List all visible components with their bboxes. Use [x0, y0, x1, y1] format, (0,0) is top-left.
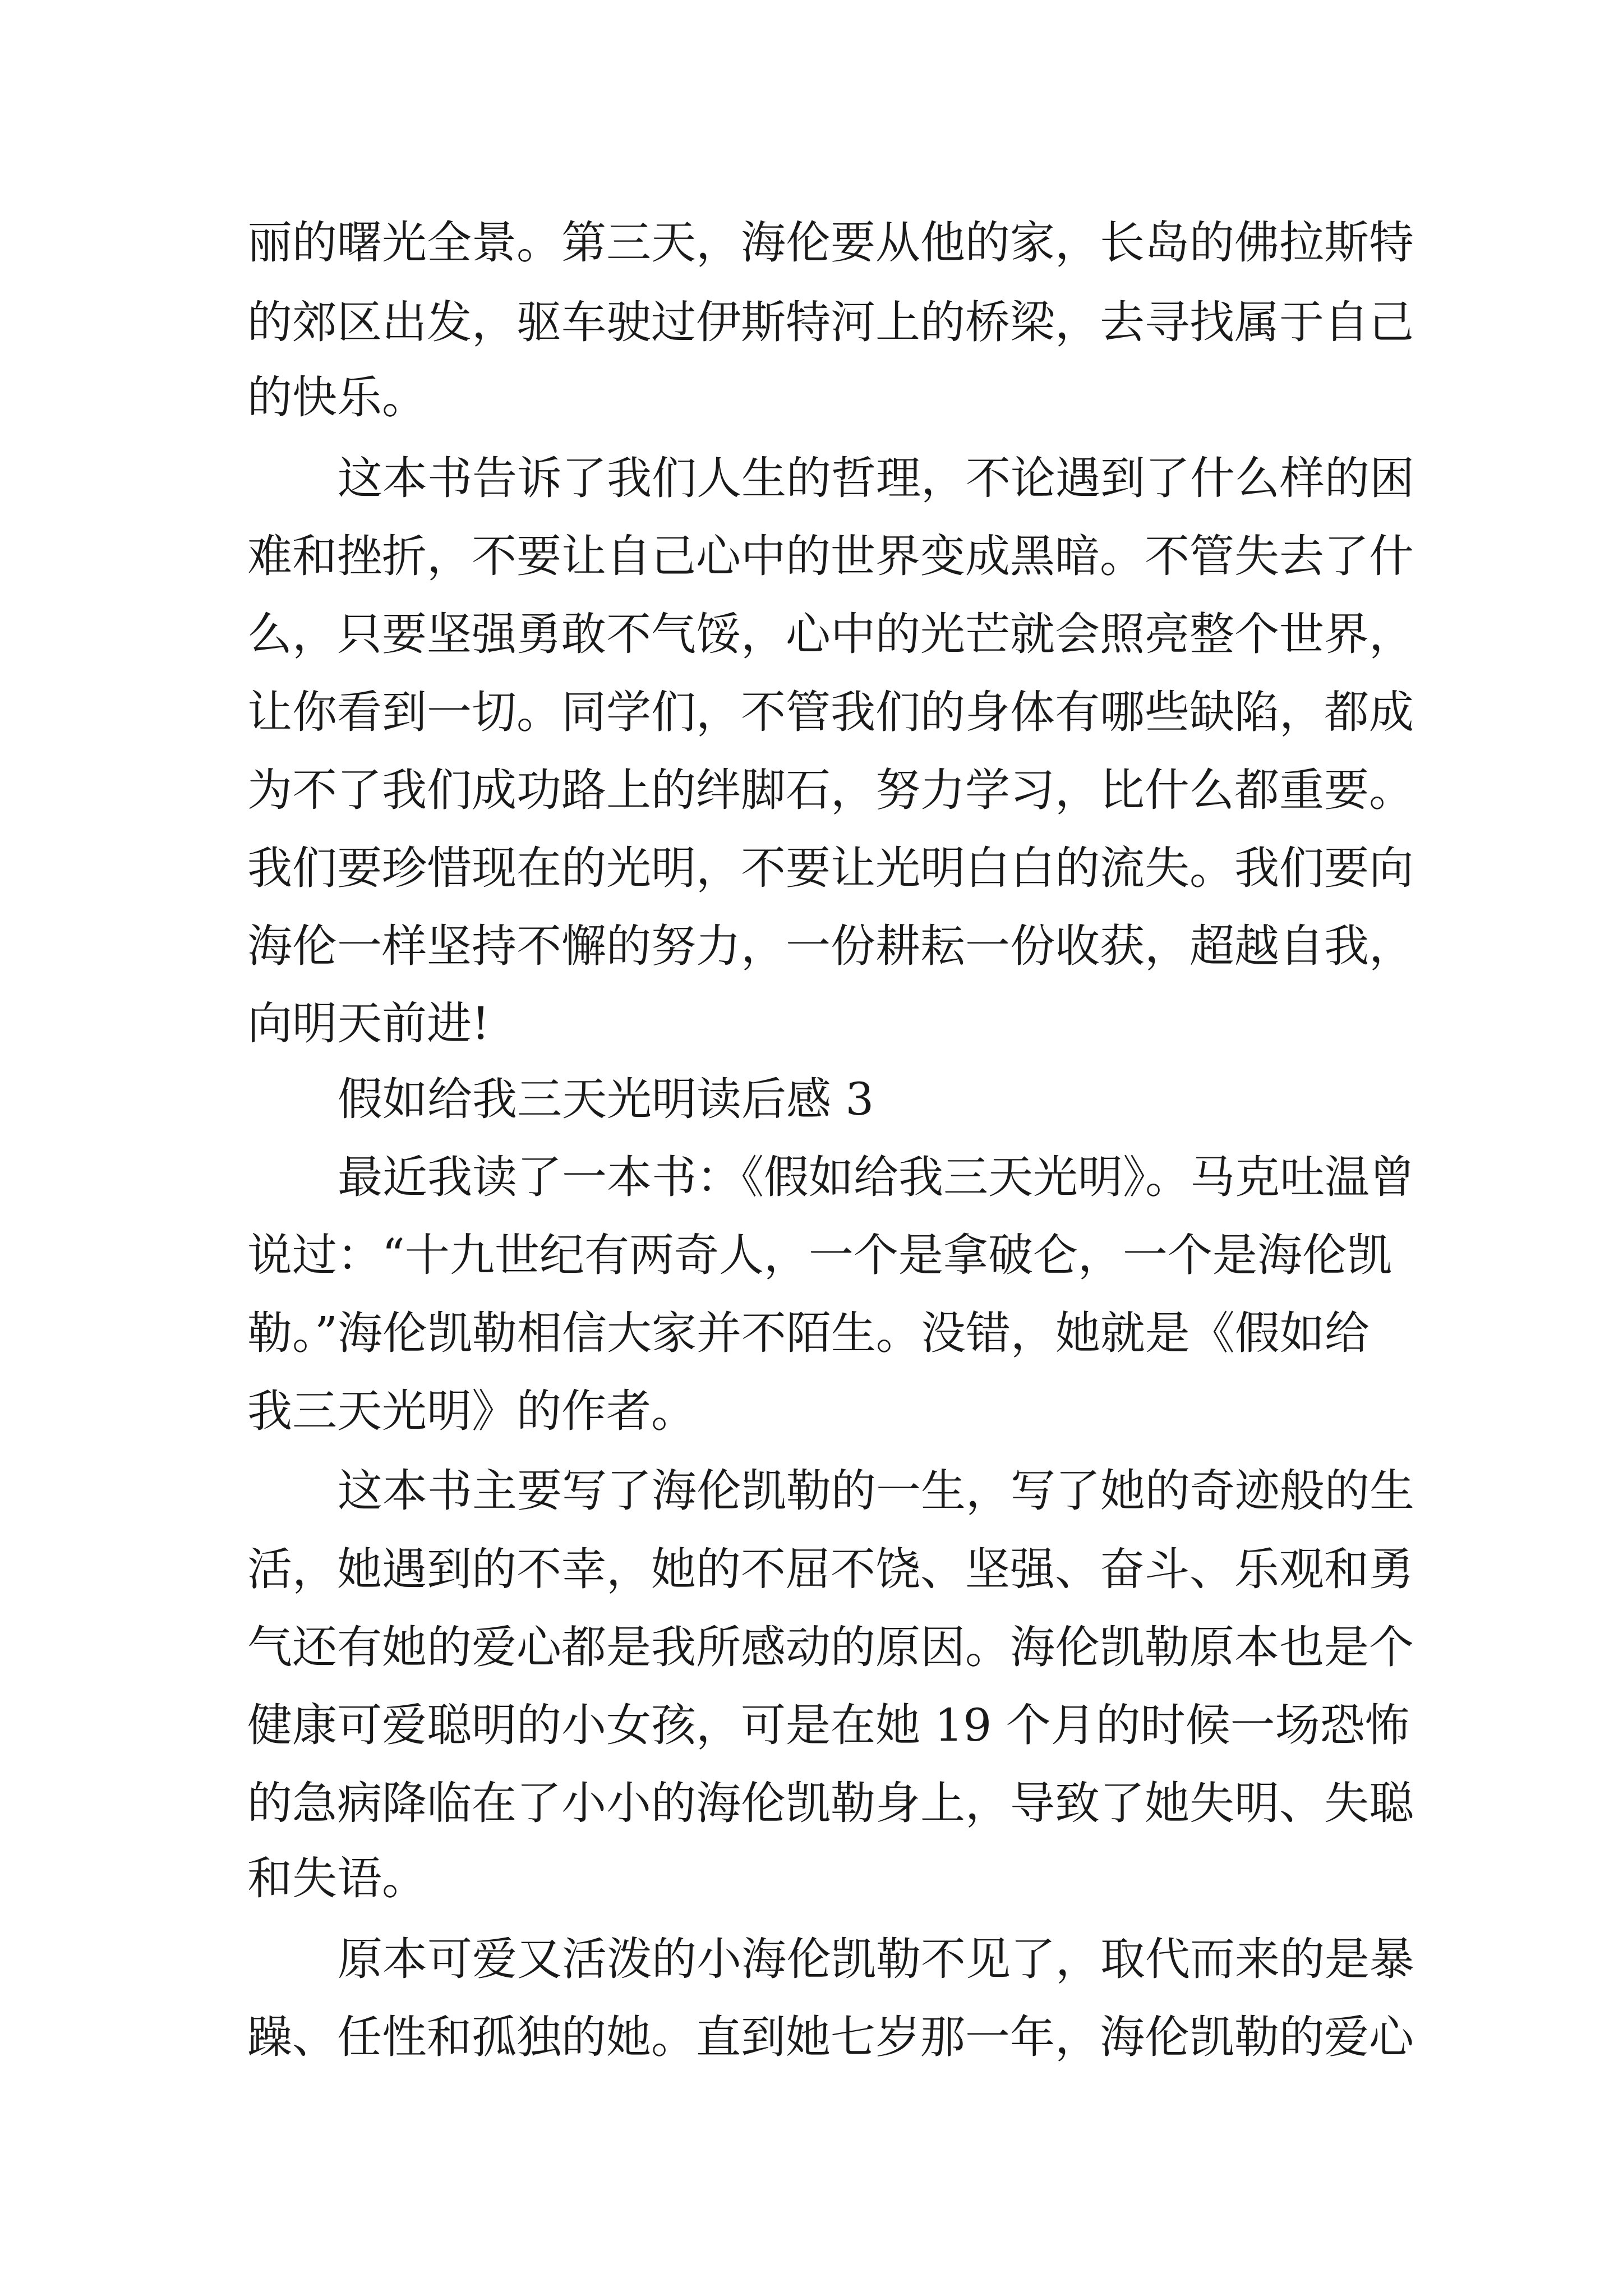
text-line: 丽的曙光全景。第三天，海伦要从他的家，长岛的佛拉斯特 [247, 217, 1414, 269]
text-line: 这本书告诉了我们人生的哲理，不论遇到了什么样的困 [338, 452, 1414, 504]
text-line: 勒。”海伦凯勒相信大家并不陌生。没错，她就是《假如给 [247, 1307, 1370, 1359]
text-line: 的快乐。 [247, 371, 427, 424]
text-line: 我们要珍惜现在的光明，不要让光明白白的流失。我们要向 [247, 842, 1414, 894]
text-line: 向明天前进! [247, 997, 490, 1050]
text-line: 的郊区出发，驱车驶过伊斯特河上的桥梁，去寻找属于自己 [247, 296, 1414, 348]
text-line: 我三天光明》的作者。 [247, 1385, 696, 1437]
text-line: 最近我读了一本书：《假如给我三天光明》。马克吐温曾 [338, 1151, 1414, 1203]
text-line: 这本书主要写了海伦凯勒的一生，写了她的奇迹般的生 [338, 1465, 1414, 1517]
text-line: 的急病降临在了小小的海伦凯勒身上，导致了她失明、失聪 [247, 1777, 1414, 1829]
text-line: 么，只要坚强勇敢不气馁，心中的光芒就会照亮整个世界， [247, 608, 1414, 660]
text-line: 躁、任性和孤独的她。直到她七岁那一年，海伦凯勒的爱心 [247, 2011, 1414, 2063]
text-line: 原本可爱又活泼的小海伦凯勒不见了，取代而来的是暴 [338, 1933, 1414, 1985]
section-heading: 假如给我三天光明读后感 3 [338, 1073, 874, 1125]
text-line: 为不了我们成功路上的绊脚石，努力学习，比什么都重要。 [247, 764, 1414, 816]
text-line: 让你看到一切。同学们，不管我们的身体有哪些缺陷，都成 [247, 686, 1414, 738]
text-line: 海伦一样坚持不懈的努力，一份耕耘一份收获，超越自我， [247, 920, 1414, 972]
text-line: 健康可爱聪明的小女孩，可是在她 19 个月的时候一场恐怖 [247, 1699, 1410, 1751]
text-line: 活，她遇到的不幸，她的不屈不饶、坚强、奋斗、乐观和勇 [247, 1543, 1414, 1595]
text-line: 气还有她的爱心都是我所感动的原因。海伦凯勒原本也是个 [247, 1621, 1414, 1673]
text-line: 说过：“十九世纪有两奇人，一个是拿破仑，一个是海伦凯 [247, 1229, 1392, 1281]
text-line: 难和挫折，不要让自己心中的世界变成黑暗。不管失去了什 [247, 530, 1414, 582]
text-line: 和失语。 [247, 1852, 427, 1904]
